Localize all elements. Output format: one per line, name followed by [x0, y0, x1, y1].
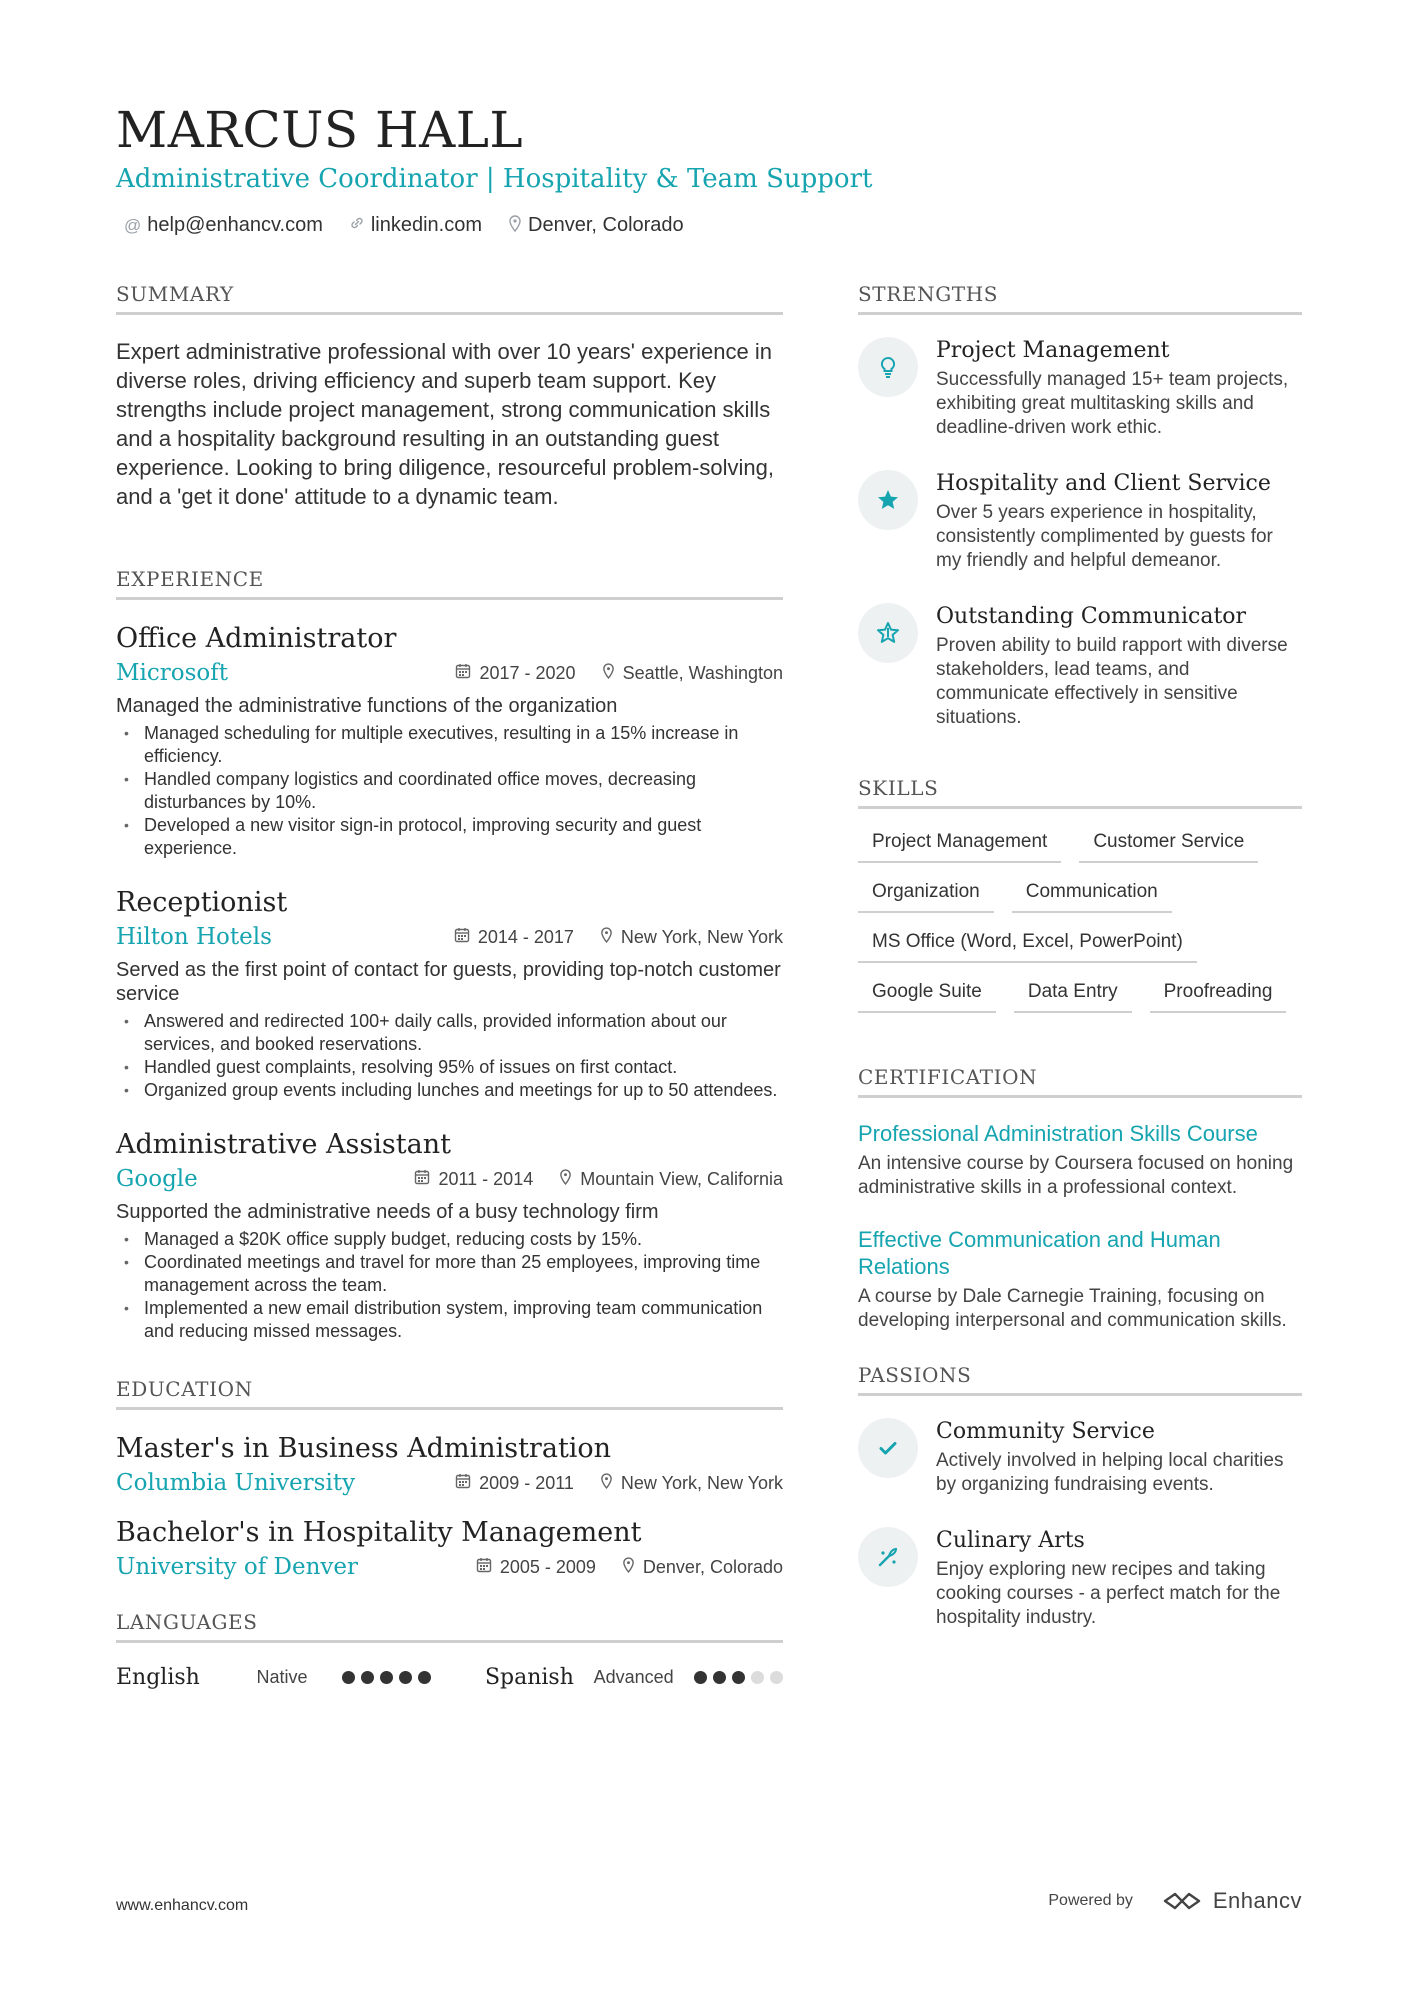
job-description: Served as the first point of contact for guests, providing top-notch customer service: [116, 959, 781, 1005]
date-text: 2009 - 2011: [479, 1472, 574, 1493]
certification-entry: [858, 1120, 1302, 1200]
strength-title: Project Management: [936, 338, 1170, 363]
skill-tag: Organization: [858, 881, 994, 913]
link-icon: [349, 215, 365, 236]
section-title-education: EDUCATION: [116, 1377, 783, 1410]
section-title-certification: CERTIFICATION: [858, 1065, 1302, 1098]
education-meta: [116, 1470, 783, 1496]
rating-dot: [751, 1671, 764, 1684]
date-range: [455, 663, 575, 684]
location-text: Denver, Colorado: [642, 1556, 783, 1577]
job-description: Supported the administrative needs of a busy technology firm: [116, 1201, 659, 1223]
certification-text: An intensive course by Coursera focused on honing administrative skills in a professional context.: [858, 1153, 1294, 1198]
date-text: 2011 - 2014: [438, 1168, 534, 1189]
rating-dot: [342, 1671, 355, 1684]
bullet-item: • Coordinated meetings and travel for more than 25 employees, improving time management across the team.: [116, 1251, 783, 1297]
location: [559, 1169, 783, 1190]
enhancv-logo-icon: [1159, 1889, 1205, 1913]
passions-section: [858, 1363, 1302, 1630]
location: [622, 1557, 783, 1578]
company-name: Microsoft: [116, 660, 229, 686]
language-level: Native: [256, 1667, 308, 1687]
job-bullets: [116, 1228, 783, 1343]
education-entry: [116, 1432, 783, 1496]
rating-dot: [418, 1671, 431, 1684]
rating-dot: [770, 1671, 783, 1684]
location-text: New York, New York: [620, 1472, 783, 1493]
skill-tag: Project Management: [858, 831, 1061, 863]
location: [600, 927, 783, 948]
certification-text: A course by Dale Carnegie Training, focusing on developing interpersonal and communication skills.: [858, 1286, 1287, 1331]
job-bullets: [116, 722, 783, 860]
job-title: Administrative Assistant: [116, 1129, 451, 1160]
job-description: Managed the administrative functions of the organization: [116, 695, 618, 717]
job-meta: [454, 927, 783, 948]
whisk-icon: [858, 1527, 918, 1587]
experience-entry: [116, 1128, 783, 1343]
company-name: Google: [116, 1166, 198, 1192]
skill-tag: Data Entry: [1014, 981, 1132, 1013]
section-title-strengths: STRENGTHS: [858, 282, 1302, 315]
map-pin-icon: [602, 663, 615, 684]
job-title: Receptionist: [116, 887, 288, 918]
skill-tag: Google Suite: [858, 981, 996, 1013]
map-pin-icon: [508, 215, 522, 237]
section-title-languages: LANGUAGES: [116, 1610, 783, 1643]
contact-location: [508, 214, 684, 237]
bullet-item: • Managed a $20K office supply budget, reducing costs by 15%.: [116, 1228, 783, 1251]
experience-entry: [116, 886, 783, 1102]
rating-dot: [380, 1671, 393, 1684]
candidate-tagline: Administrative Coordinator | Hospitality & Team Support: [116, 164, 873, 194]
location-text: New York, New York: [620, 926, 783, 947]
rating-dot: [694, 1671, 707, 1684]
languages-section: [116, 1610, 783, 1690]
right-column: [858, 282, 1302, 1660]
certification-section: [858, 1065, 1302, 1333]
passion-text: Enjoy exploring new recipes and taking cooking courses - a perfect match for the hospitality industry.: [936, 1559, 1281, 1628]
job-meta: [116, 660, 783, 686]
strength-body: [936, 337, 1302, 440]
date-text: 2017 - 2020: [479, 662, 576, 683]
strength-title: Outstanding Communicator: [936, 604, 1247, 629]
skill-tag: Customer Service: [1079, 831, 1258, 863]
education-meta: [476, 1557, 783, 1578]
strengths-section: [858, 282, 1302, 730]
passion-body: [936, 1527, 1302, 1630]
passion-title: Culinary Arts: [936, 1528, 1085, 1553]
strength-item: [858, 470, 1302, 573]
strength-title: Hospitality and Client Service: [936, 471, 1271, 496]
calendar-icon: [476, 1557, 492, 1578]
summary-section: [116, 282, 783, 511]
email-text: help@enhancv.com: [147, 214, 323, 236]
strength-text: Successfully managed 15+ team projects, exhibiting great multitasking skills and deadline-driven work ethic.: [936, 369, 1289, 438]
calendar-icon: [414, 1169, 430, 1190]
skill-tag: Communication: [1012, 881, 1172, 913]
job-bullets: [116, 1010, 783, 1102]
bullet-item: • Implemented a new email distribution system, improving team communication and reducing missed messages.: [116, 1297, 783, 1343]
education-entry: [116, 1516, 783, 1580]
degree-title: Bachelor's in Hospitality Management: [116, 1517, 642, 1548]
strength-text: Proven ability to build rapport with diverse stakeholders, lead teams, and communicate effectively in sensitive situations.: [936, 635, 1288, 728]
left-column: [116, 282, 783, 1690]
job-meta: [116, 924, 783, 950]
date-text: 2005 - 2009: [499, 1556, 596, 1577]
skills-list: [858, 831, 1302, 1013]
contact-linkedin[interactable]: [349, 214, 482, 237]
date-range: [414, 1169, 533, 1190]
date-range: [476, 1557, 596, 1578]
job-meta: [455, 663, 783, 684]
resume-header: [116, 100, 1306, 237]
location: [602, 663, 783, 684]
date-range: [455, 1473, 574, 1494]
strength-item: [858, 337, 1302, 440]
certification-title: Effective Communication and Human Relations: [858, 1227, 1221, 1279]
location: [600, 1473, 783, 1494]
language-rating: [694, 1671, 783, 1684]
bullet-item: • Developed a new visitor sign-in protocol, improving security and guest experience.: [116, 814, 783, 860]
passion-text: Actively involved in helping local charities by organizing fundraising events.: [936, 1450, 1284, 1495]
passion-item: [858, 1527, 1302, 1630]
strength-item: [858, 603, 1302, 730]
company-name: Hilton Hotels: [116, 924, 272, 950]
rating-dot: [732, 1671, 745, 1684]
location-text: Seattle, Washington: [622, 662, 783, 683]
certification-title: Professional Administration Skills Course: [858, 1121, 1258, 1146]
calendar-icon: [455, 1473, 471, 1494]
education-section: [116, 1377, 783, 1580]
contact-email[interactable]: [124, 214, 323, 237]
certification-entry: [858, 1226, 1302, 1333]
job-meta: [414, 1169, 783, 1190]
section-title-skills: SKILLS: [858, 776, 1302, 809]
bullet-item: • Answered and redirected 100+ daily calls, provided information about our services, and booked reservations.: [116, 1010, 783, 1056]
date-range: [454, 927, 574, 948]
skills-section: [858, 776, 1302, 1013]
experience-entry: [116, 622, 783, 860]
location-text: Mountain View, California: [580, 1168, 783, 1189]
section-title-experience: EXPERIENCE: [116, 567, 783, 600]
section-title-summary: SUMMARY: [116, 282, 783, 315]
language-level: Advanced: [593, 1667, 674, 1687]
skill-tag: Proofreading: [1150, 981, 1287, 1013]
strength-body: [936, 470, 1302, 573]
powered-by-text: Powered by: [1048, 1892, 1133, 1909]
section-title-passions: PASSIONS: [858, 1363, 1302, 1396]
bullet-item: • Organized group events including lunches and meetings for up to 50 attendees.: [116, 1079, 783, 1102]
calendar-icon: [455, 663, 471, 684]
summary-text: Expert administrative professional with over 10 years' experience in diverse roles, driving efficiency and superb team support. Key strengths include project management, strong communication skills and a hospitality background resulting in an outstanding guest experience. Looking to bring diligence, resourceful problem-solving, and a 'get it done' attitude to a dynamic team.: [116, 339, 774, 509]
enhancv-logo-text: Enhancv: [1212, 1888, 1302, 1913]
linkedin-text: linkedin.com: [370, 214, 483, 236]
rating-dot: [713, 1671, 726, 1684]
rating-dot: [361, 1671, 374, 1684]
bullet-item: • Handled company logistics and coordinated office moves, decreasing disturbances by 10%.: [116, 768, 783, 814]
rating-dot: [399, 1671, 412, 1684]
language-rating: [342, 1671, 431, 1684]
bullet-item: • Handled guest complaints, resolving 95% of issues on first contact.: [116, 1056, 783, 1079]
skill-tag: MS Office (Word, Excel, PowerPoint): [858, 931, 1197, 963]
school-name: University of Denver: [116, 1554, 358, 1580]
contact-info: [116, 214, 1306, 237]
degree-title: Master's in Business Administration: [116, 1433, 612, 1464]
map-pin-icon: [600, 927, 613, 948]
passion-body: [936, 1418, 1302, 1497]
passion-item: [858, 1418, 1302, 1497]
education-meta: [455, 1473, 783, 1494]
footer-website[interactable]: www.enhancv.com: [116, 1897, 249, 1914]
footer-branding: [1048, 1888, 1302, 1914]
language-name: Spanish: [484, 1665, 574, 1690]
experience-section: [116, 567, 783, 1343]
bullet-item: • Managed scheduling for multiple executives, resulting in a 15% increase in efficiency.: [116, 722, 783, 768]
location-text: Denver, Colorado: [528, 214, 684, 236]
strength-body: [936, 603, 1302, 730]
strength-text: Over 5 years experience in hospitality, consistently complimented by guests for my friendly and helpful demeanor.: [936, 502, 1273, 571]
lightbulb-icon: [858, 337, 918, 397]
at-icon: @: [124, 215, 142, 235]
star-outline-icon: [858, 603, 918, 663]
date-text: 2014 - 2017: [477, 926, 574, 947]
enhancv-logo[interactable]: [1159, 1888, 1302, 1914]
language-name: English: [116, 1665, 200, 1690]
calendar-icon: [454, 927, 470, 948]
map-pin-icon: [600, 1473, 613, 1494]
star-icon: [858, 470, 918, 530]
languages-row: [116, 1665, 783, 1690]
school-name: Columbia University: [116, 1470, 356, 1496]
map-pin-icon: [622, 1557, 635, 1578]
job-title: Office Administrator: [116, 623, 397, 654]
candidate-name: MARCUS HALL: [116, 101, 524, 159]
map-pin-icon: [559, 1169, 572, 1190]
passion-title: Community Service: [936, 1419, 1155, 1444]
check-icon: [858, 1418, 918, 1478]
education-meta: [116, 1554, 783, 1580]
job-meta: [116, 1166, 783, 1192]
